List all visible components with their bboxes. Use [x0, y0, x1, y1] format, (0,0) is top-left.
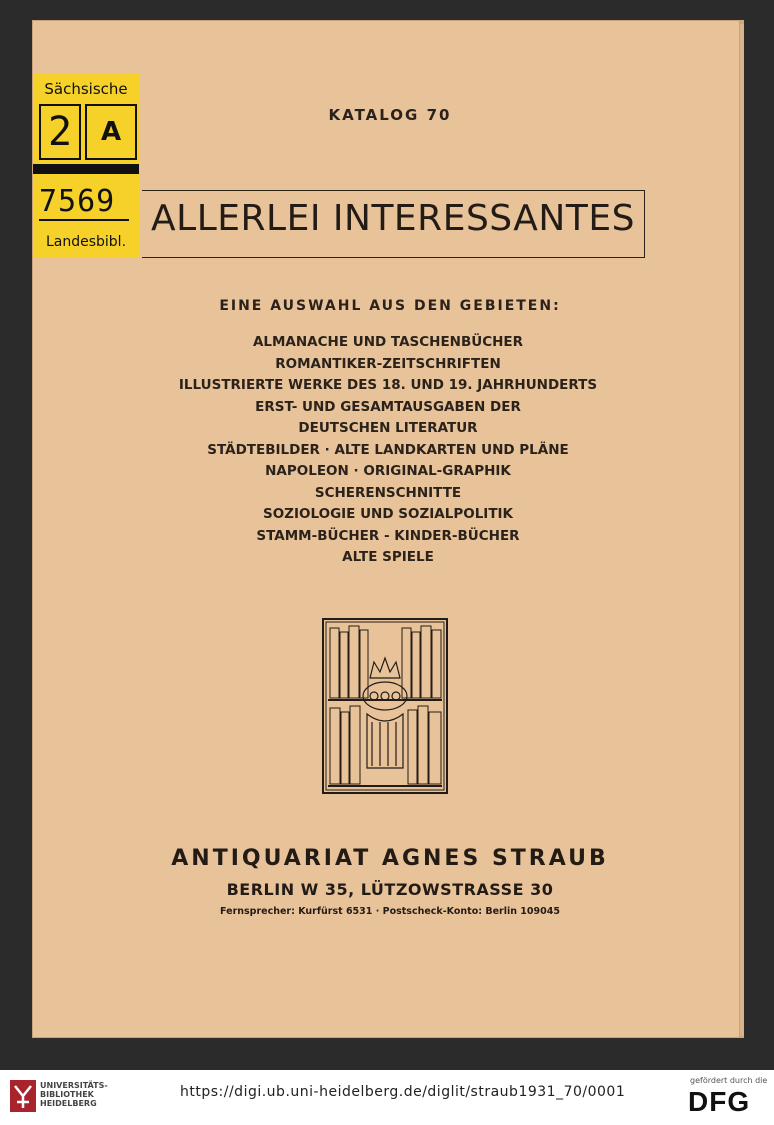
- university-library-logo-icon: [10, 1080, 36, 1112]
- university-library-name: [40, 1081, 108, 1108]
- publisher-name: ANTIQUARIAT AGNES STRAUB: [171, 846, 609, 871]
- topic-item: ROMANTIKER-ZEITSCHRIFTEN: [275, 355, 501, 372]
- label-bottom: Landesbibl.: [45, 234, 127, 250]
- publisher-contact: Fernsprecher: Kurfürst 6531 · Postscheck-Konto: Berlin 109045: [220, 906, 560, 917]
- viewer-footer: [0, 1070, 774, 1125]
- uni-line: UNIVERSITÄTS-: [40, 1081, 108, 1090]
- topic-list: [160, 332, 616, 569]
- page-edge: [740, 24, 744, 1036]
- topic-item: ALTE SPIELE: [342, 549, 434, 565]
- topic-item: DEUTSCHEN LITERATUR: [298, 420, 478, 436]
- label-divider: [33, 164, 139, 174]
- topic-item: ERST- UND GESAMTAUSGABEN DER: [255, 398, 521, 415]
- topic-item: ALMANACHE UND TASCHENBÜCHER: [252, 334, 524, 350]
- library-label: [33, 74, 139, 258]
- dfg-logo: DFG: [688, 1086, 751, 1117]
- topic-item: SCHERENSCHNITTE: [314, 484, 462, 501]
- label-signature: 7569: [39, 184, 129, 221]
- topic-item: STÄDTEBILDER · ALTE LANDKARTEN UND PLÄNE: [207, 441, 569, 458]
- topic-item: NAPOLEON · ORIGINAL-GRAPHIK: [265, 463, 511, 479]
- topic-item: STAMM-BÜCHER - KINDER-BÜCHER: [256, 527, 520, 544]
- page-title: ALLERLEI INTERESSANTES: [151, 198, 635, 239]
- topic-item: ILLUSTRIERTE WERKE DES 18. UND 19. JAHRHUNDERTS: [178, 377, 598, 393]
- label-top: Sächsische: [44, 80, 128, 98]
- catalog-number: KATALOG 70: [328, 106, 452, 124]
- publisher-address: BERLIN W 35, LÜTZOWSTRASSE 30: [226, 880, 554, 899]
- label-number: 2: [39, 104, 81, 160]
- topic-item: SOZIOLOGIE UND SOZIALPOLITIK: [262, 506, 514, 522]
- label-letter: A: [85, 104, 137, 160]
- uni-line: BIBLIOTHEK: [40, 1090, 94, 1099]
- uni-line: HEIDELBERG: [40, 1099, 97, 1108]
- permalink-url[interactable]: https://digi.ub.uni-heidelberg.de/diglit/straub1931_70/0001: [180, 1084, 626, 1100]
- subtitle: EINE AUSWAHL AUS DEN GEBIETEN:: [219, 298, 561, 314]
- bookshelf-woodcut: [322, 618, 448, 794]
- funding-caption: gefördert durch die: [690, 1076, 768, 1085]
